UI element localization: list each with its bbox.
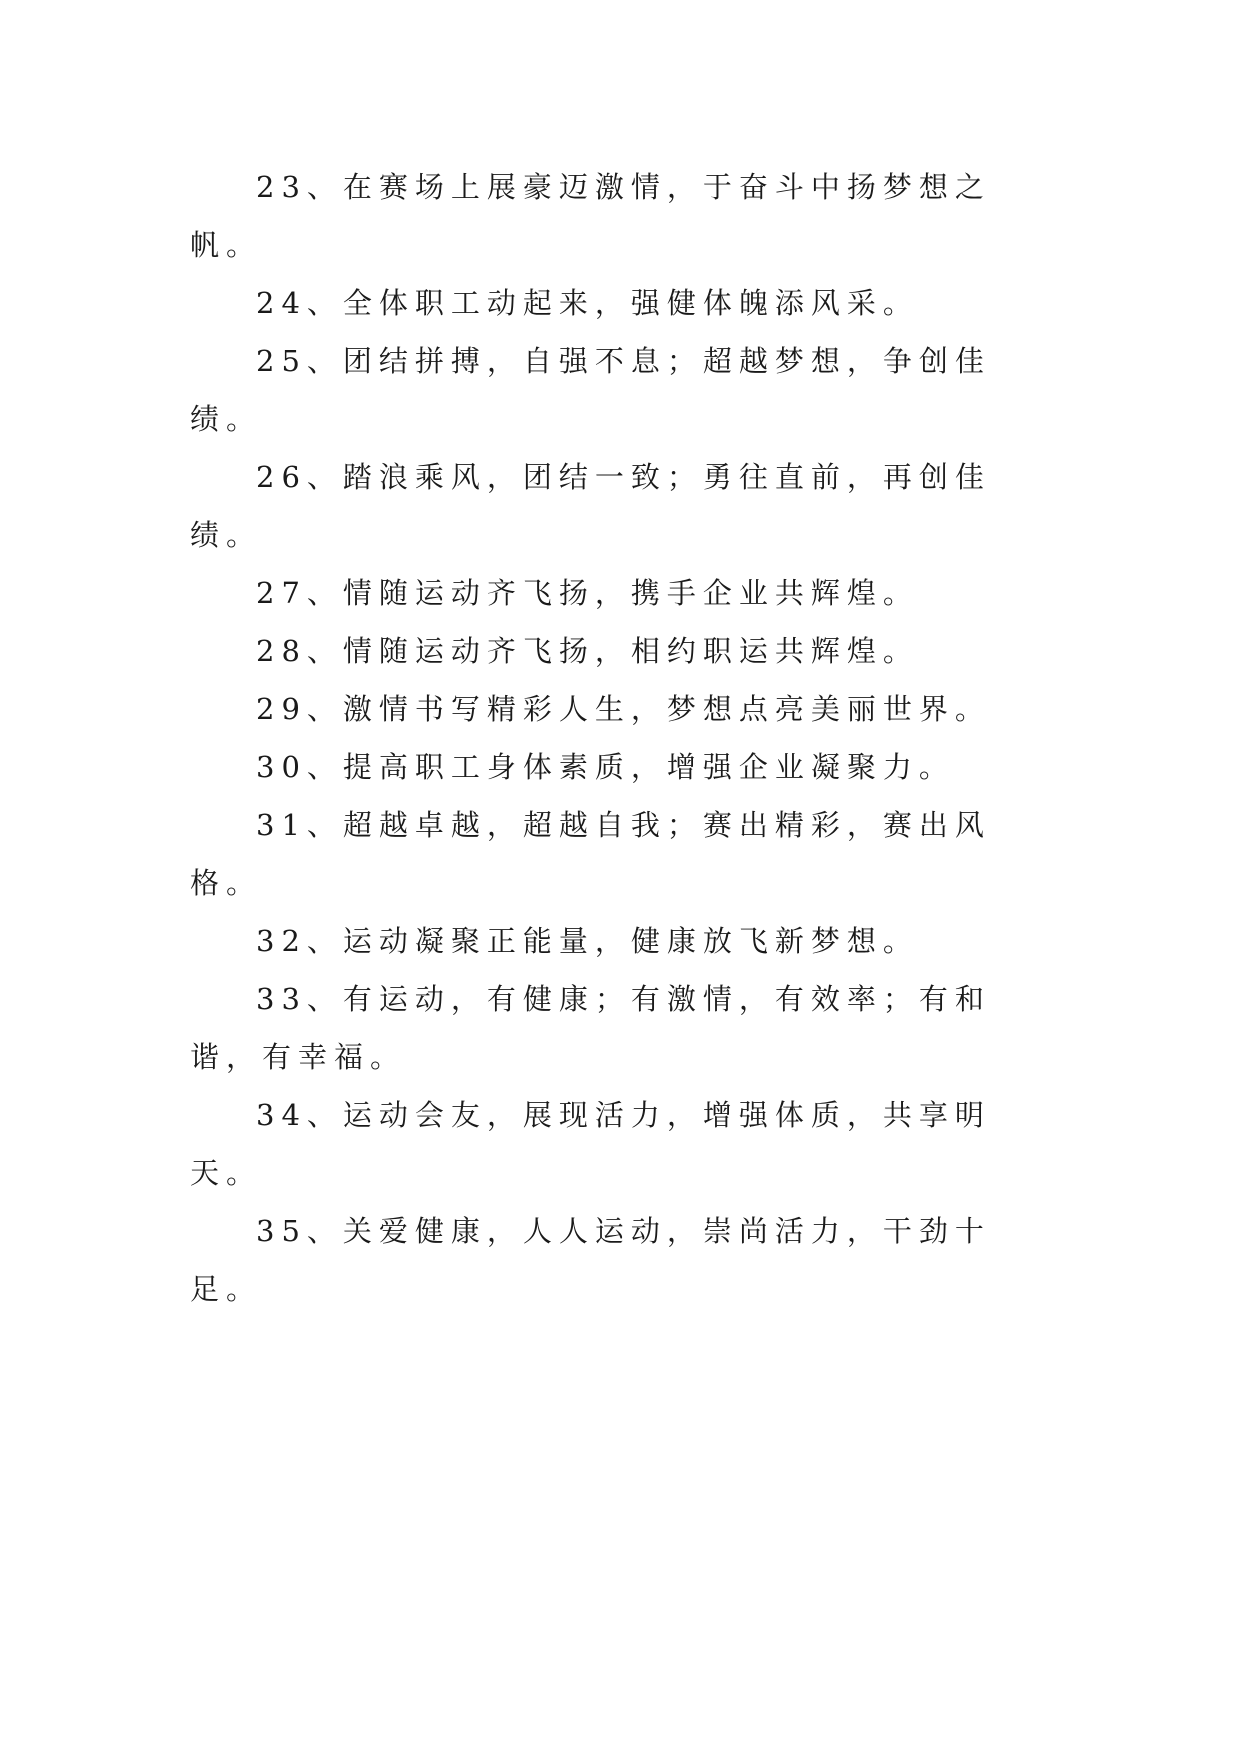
slogan-line: 35、关爱健康，人人运动，崇尚活力，干劲十足。 [190,1214,991,1306]
slogan-line: 30、提高职工身体素质，增强企业凝聚力。 [256,750,955,784]
slogan-line: 27、情随运动齐飞扬，携手企业共辉煌。 [256,576,919,610]
slogan-line: 31、超越卓越，超越自我；赛出精彩，赛出风格。 [190,808,991,900]
slogan-line: 25、团结拼搏，自强不息；超越梦想，争创佳绩。 [190,344,991,436]
slogan-line: 24、全体职工动起来，强健体魄添风采。 [256,286,919,320]
slogan-line: 32、运动凝聚正能量，健康放飞新梦想。 [256,924,919,958]
slogan-line: 28、情随运动齐飞扬，相约职运共辉煌。 [256,634,919,668]
document-body [190,158,1050,1318]
slogan-line: 23、在赛场上展豪迈激情，于奋斗中扬梦想之帆。 [190,170,991,262]
slogan-line: 34、运动会友，展现活力，增强体质，共享明天。 [190,1098,991,1190]
slogan-line: 33、有运动，有健康；有激情，有效率；有和谐，有幸福。 [190,982,991,1074]
slogan-line: 26、踏浪乘风，团结一致；勇往直前，再创佳绩。 [190,460,991,552]
slogan-line: 29、激情书写精彩人生，梦想点亮美丽世界。 [256,692,991,726]
